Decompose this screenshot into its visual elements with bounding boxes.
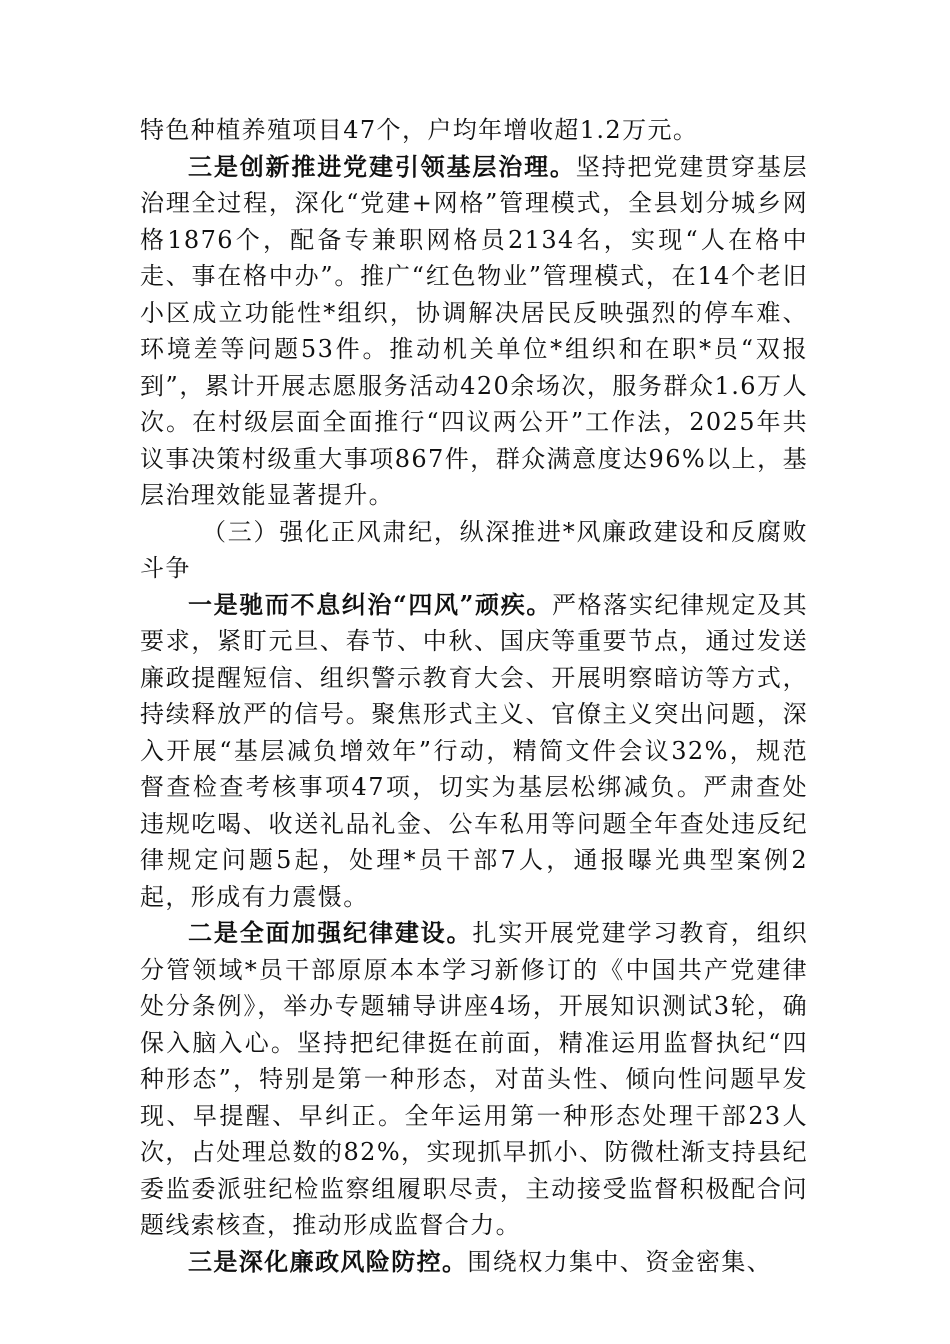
paragraph-lead: 三是创新推进党建引领基层治理。	[188, 151, 576, 181]
paragraph-lead: 三是深化廉政风险防控。	[188, 1246, 468, 1276]
paragraph-text: 扎实开展党建学习教育，组织分管领域*员干部原原本本学习新修订的《中国共产党建律处分条例》，举办专题辅导讲座4场，开展知识测试3轮，确保入脑入心。坚持把纪律挺在前面，精准运用监督执纪“四种形态”，特别是第一种形态，对苗头性、倾向性问题早发现、早提醒、早纠正。全年运用第一种形态处理干部23人次，占处理总数的82%，实现抓早抓小、防微杜渐支持县纪委监委派驻纪检监察组履职尽责，主动接受监督积极配合问题线索核查，推动形成监督合力。	[140, 919, 808, 1239]
paragraph-continuation	[140, 112, 808, 149]
section-heading: （三）强化正风肃纪，纵深推进*风廉政建设和反腐败斗争	[140, 517, 808, 582]
paragraph-risk-prevention	[140, 1244, 808, 1281]
paragraph-discipline-building	[140, 915, 808, 1244]
paragraph-text: 特色种植养殖项目47个，户均年增收超1.2万元。	[140, 116, 699, 144]
paragraph-party-building-governance	[140, 149, 808, 514]
paragraph-lead: 一是驰而不息纠治“四风”顽疾。	[188, 589, 552, 619]
paragraph-text: 围绕权力集中、资金密集、	[467, 1247, 773, 1276]
paragraph-text: 严格落实纪律规定及其要求，紧盯元旦、春节、中秋、国庆等重要节点，通过发送廉政提醒短信、组织警示教育大会、开展明察暗访等方式，持续释放严的信号。聚焦形式主义、官僚主义突出问题，深入开展“基层减负增效年”行动，精简文件会议32%，规范督查检查考核事项47项，切实为基层松绑减负。严肃查处违规吃喝、收送礼品礼金、公车私用等问题全年查处违反纪律规定问题5起，处理*员干部7人，通报曝光典型案例2起，形成有力震慑。	[140, 590, 809, 911]
paragraph-text: 坚持把党建贯穿基层治理全过程，深化“党建+网格”管理模式，全县划分城乡网格1876个，配备专兼职网格员2134名，实现“人在格中走、事在格中办”。推广“红色物业”管理模式，在14个老旧小区成立功能性*组织，协调解决居民反映强烈的停车难、环境差等问题53件。推动机关单位*组织和在职*员“双报到”，累计开展志愿服务活动420余场次，服务群众1.6万人次。在村级层面全面推行“四议两公开”工作法，2025年共议事决策村级重大事项867件，群众满意度达96%以上，基层治理效能显著提升。	[140, 152, 808, 509]
document-page	[140, 112, 808, 1280]
paragraph-lead: 二是全面加强纪律建设。	[188, 918, 473, 947]
paragraph-four-winds	[140, 587, 808, 916]
